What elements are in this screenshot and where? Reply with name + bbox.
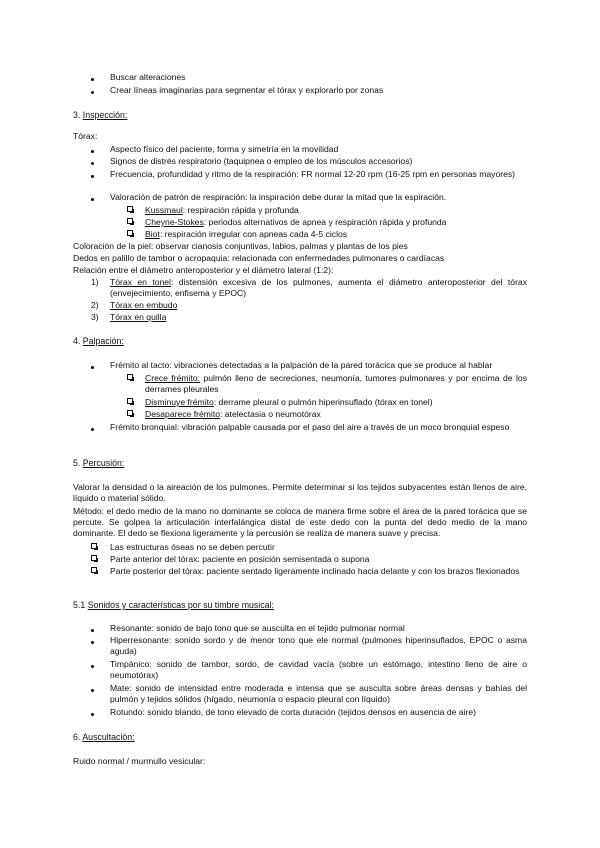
checkbox-icon (91, 555, 97, 561)
heading-title: Palpación: (82, 336, 124, 346)
bullet-icon (91, 665, 94, 668)
heading-number: 5. (73, 458, 81, 468)
sound-resonante: Resonante: sonido de bajo tono que se ausculta en el tejido pulmonar normal (110, 623, 405, 633)
fremito-tacto: Frémito al tacto: vibraciones detectadas a la palpación de la pared torácica que se produce al hablar (110, 360, 493, 370)
bullet-icon (91, 428, 94, 431)
checkbox-icon (127, 374, 133, 380)
disminuye-fremito: Disminuye frémito: derrame pleural o pulmón hiperinsuflado (tórax en tonel) (145, 397, 433, 407)
torax-tonel: Tórax en tonel: distensión excesiva de los pulmones, aumenta el diámetro anteroposterior del tórax (envejecimiento, enfisema y EPOC) (110, 277, 528, 298)
heading-title: Auscultación: (82, 732, 135, 742)
section-heading-palpation (73, 336, 124, 347)
section-heading-auscultation (73, 732, 135, 743)
inspection-bullet-3: Frecuencia, profundidad y ritmo de la respiración: FR normal 12-20 rpm (16-25 rpm en personas mayores) (110, 169, 516, 179)
bullet-icon (91, 366, 94, 369)
checkbox-icon (91, 543, 97, 549)
checkbox-icon (127, 230, 133, 236)
sound-timpanico: Timpánico: sonido de tambor, sordo, de cavidad vacía (sobre un estómago, intestino lleno de aire o neumotórax) (110, 659, 527, 680)
checkbox-icon (127, 410, 133, 416)
bullet-icon (91, 78, 94, 81)
heading-number: 6. (73, 732, 81, 742)
section-heading-percussion (73, 458, 124, 469)
bullet-icon (91, 150, 94, 153)
sound-rotundo: Rotundo: sonido blando, de tono elevado de corta duración (tejidos densos en ausencia de aire) (110, 707, 476, 717)
checkbox-icon (127, 398, 133, 404)
torax-label: Tórax: (73, 131, 98, 141)
section-heading-inspection (73, 110, 127, 121)
list-number: 3) (91, 312, 99, 322)
pattern-kussmaul: Kussmaul: respiración rápida y profunda (145, 205, 299, 215)
ratio-text: Relación entre el diámetro anteroposterior y el diámetro lateral (1:2): (73, 265, 334, 275)
heading-title: Sonidos y características por su timbre musical: (87, 600, 274, 610)
bullet-icon (91, 629, 94, 632)
heading-title: Percusión: (82, 458, 125, 468)
percussion-check-2: Parte anterior del tórax: paciente en posición semisentada o supona (110, 554, 370, 564)
bullet-icon (91, 162, 94, 165)
bullet-icon (91, 689, 94, 692)
list-number: 1) (91, 277, 99, 287)
torax-embudo: Tórax en embudo (110, 300, 178, 310)
crece-fremito: Crece frémito: pulmón lleno de secreciones, neumonía, tumores pulmonares y por encima de los derrames pleurales (145, 373, 527, 394)
auscultation-subtitle: Ruido normal / murmullo vesicular: (73, 756, 206, 766)
inspection-bullet-4: Valoración de patrón de respiración: la inspiración debe durar la mitad que la espiración. (110, 192, 447, 202)
percussion-para-2: Método: el dedo medio de la mano no dominante se coloca de manera firme sobre el área de la pared torácica que se percute. Se golpea la articulación interfalángica distal de este dedo con la punta del dedo medio de la mano dominante. El dedo se flexiona ligeramente y la percusión se realiza de manera suave y precisa. (73, 506, 527, 538)
pattern-cheyne-stokes: Cheyne-Stokes: periodos alternativos de apnea y respiración rápida y profunda (145, 217, 447, 227)
bullet-icon (91, 713, 94, 716)
heading-number: 3. (73, 110, 81, 120)
torax-quilla: Tórax en quilla (110, 312, 167, 322)
skin-color-text: Coloración de la piel: observar cianosis conjuntivas, labios, palmas y plantas de los pies (73, 241, 408, 251)
section-heading-sounds (73, 600, 274, 611)
bullet-icon (91, 641, 94, 644)
heading-title: Inspección: (82, 110, 128, 120)
list-number: 2) (91, 300, 99, 310)
percussion-check-3: Parte posterior del tórax: paciente sentado ligeramente inclinado hacia delante y con los brazos flexionados (110, 566, 520, 576)
sound-mate: Mate: sonido de intensidad entre moderada e intensa que se ausculta sobre áreas densas y bahías del pulmón y tejidos sólidos (hígado, neumonía o espacio pleural con líquido) (110, 683, 527, 704)
desaparece-fremito: Desaparece frémito: atelectasia o neumotórax (145, 409, 321, 419)
intro-bullet-1: Buscar alteraciones (110, 72, 186, 82)
percussion-check-1: Las estructuras óseas no se deben percutir (110, 542, 275, 552)
inspection-bullet-1: Aspecto físico del paciente, forma y simetría en la movilidad (110, 144, 339, 154)
fremito-bronquial: Frémito bronquial: vibración palpable causada por el paso del aire a través de un moco bronquial espeso (110, 422, 510, 432)
intro-bullet-2: Crear líneas imaginarias para segmentar el tórax y explorarlo por zonas (110, 85, 384, 95)
bullet-icon (91, 91, 94, 94)
inspection-bullet-2: Signos de distrés respiratorio (taquipnea o empleo de los músculos accesorios) (110, 156, 413, 166)
bullet-icon (91, 175, 94, 178)
bullet-icon (91, 198, 94, 201)
sound-hiperresonante: Hiperresonante: sonido sordo y de menor tono que ele normal (pulmones hiperinsuflados, EPOC o asma aguda) (110, 635, 527, 656)
checkbox-icon (127, 218, 133, 224)
fingers-text: Dedos en palillo de tambor o acropaquia: relacionada con enfermedades pulmonares o cardíacas (73, 253, 445, 263)
heading-number: 4. (73, 336, 81, 346)
checkbox-icon (91, 567, 97, 573)
percussion-para-1: Valorar la densidad o la aireación de los pulmones. Permite determinar si los tejidos subyacentes están llenos de aire, líquido o material sólido. (73, 482, 527, 503)
pattern-biot: Biot: respiración irregular con apneas cada 4-5 ciclos (145, 229, 348, 239)
checkbox-icon (127, 206, 133, 212)
heading-number: 5.1 (73, 600, 86, 610)
